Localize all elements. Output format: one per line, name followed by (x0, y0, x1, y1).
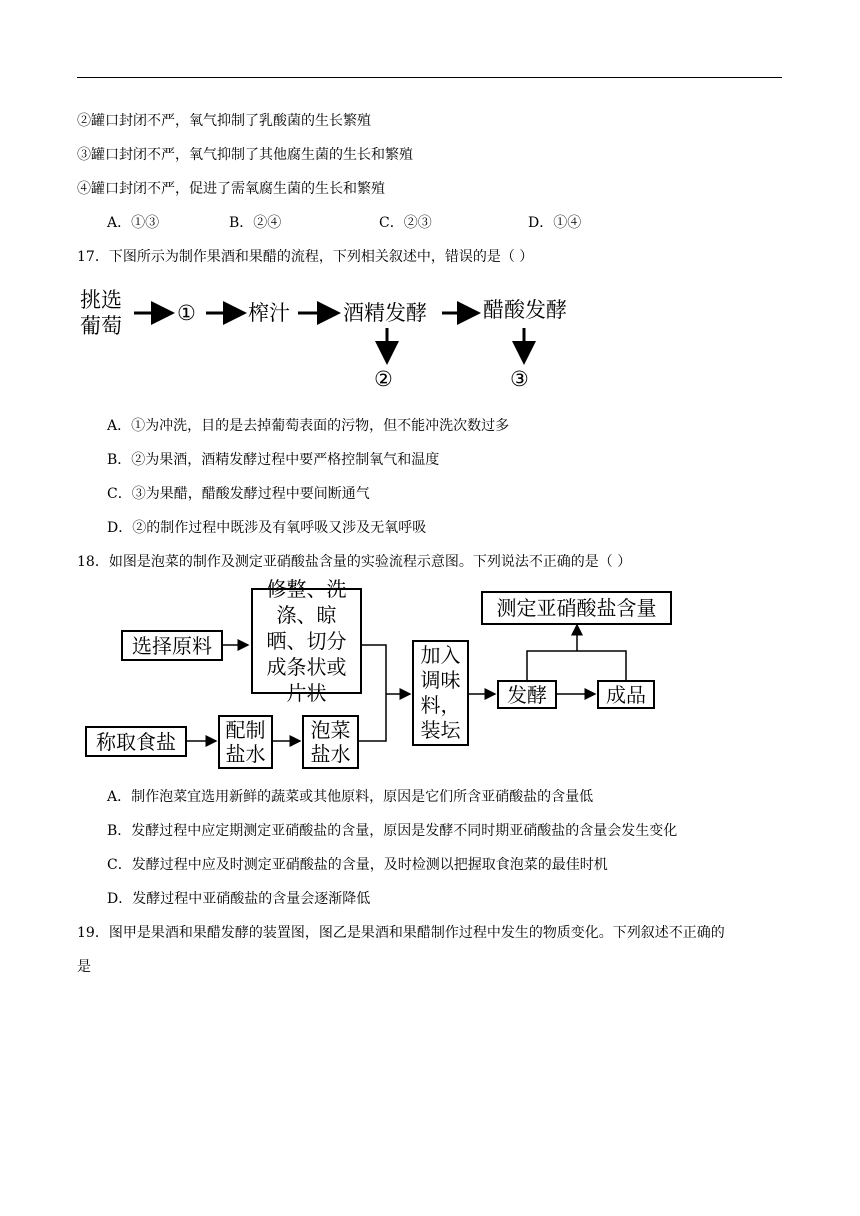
q17-option-b[interactable]: B．②为果酒，酒精发酵过程中要严格控制氧气和温度 (107, 452, 440, 468)
q17-option-c[interactable]: C．③为果醋，醋酸发酵过程中要间断通气 (107, 486, 370, 502)
box-measure-nitrite: 测定亚硝酸盐含量 (481, 591, 672, 625)
box-fermentation: 发酵 (497, 680, 557, 709)
q18-option-d[interactable]: D．发酵过程中亚硝酸盐的含量会逐渐降低 (107, 891, 371, 907)
box-prepare-brine: 配制盐水 (218, 715, 273, 769)
q16-option-a[interactable]: A．①③ (107, 215, 160, 231)
q18-stem: 18．如图是泡菜的制作及测定亚硝酸盐含量的实验流程示意图。下列说法不正确的是（ ） (77, 554, 632, 570)
flow-acetic-fermentation: 醋酸发酵 (483, 298, 567, 322)
q16-statement-2: ②罐口封闭不严，氧气抑制了乳酸菌的生长繁殖 (77, 113, 371, 129)
q17-option-a[interactable]: A．①为冲洗，目的是去掉葡萄表面的污物，但不能冲洗次数过多 (107, 418, 510, 434)
q16-option-d[interactable]: D．①④ (528, 215, 582, 231)
box-select-materials: 选择原料 (121, 630, 223, 661)
box-add-seasoning-jar: 加入调味料，装坛 (412, 640, 469, 746)
q18-option-c[interactable]: C．发酵过程中应及时测定亚硝酸盐的含量，及时检测以把握取食泡菜的最佳时机 (107, 857, 608, 873)
flow-pick-line1: 挑选 (80, 288, 122, 312)
q16-statement-3: ③罐口封闭不严，氧气抑制了其他腐生菌的生长和繁殖 (77, 147, 413, 163)
flow-step-2: ② (374, 367, 393, 391)
flow-alcohol-fermentation: 酒精发酵 (343, 301, 427, 325)
q16-statement-4: ④罐口封闭不严，促进了需氧腐生菌的生长和繁殖 (77, 181, 385, 197)
flow-step-3: ③ (510, 367, 529, 391)
flow-step-1: ① (177, 301, 196, 325)
q16-option-b[interactable]: B．②④ (229, 215, 282, 231)
flow-juice: 榨汁 (248, 301, 290, 325)
q19-stem-line1: 19．图甲是果酒和果醋发酵的装置图，图乙是果酒和果醋制作过程中发生的物质变化。下列叙述不正确的 (77, 925, 725, 941)
box-finished-product: 成品 (597, 680, 655, 709)
box-trim-wash-dry-cut: 修整、洗涤、晾晒、切分成条状或片状 (251, 588, 362, 694)
q17-stem: 17．下图所示为制作果酒和果醋的流程，下列相关叙述中，错误的是（ ） (77, 249, 534, 265)
q19-stem-line2: 是 (77, 959, 91, 975)
flow-pick-line2: 葡萄 (80, 314, 122, 338)
q18-option-b[interactable]: B．发酵过程中应定期测定亚硝酸盐的含量，原因是发酵不同时期亚硝酸盐的含量会发生变化 (107, 823, 678, 839)
q16-option-c[interactable]: C．②③ (379, 215, 432, 231)
q17-option-d[interactable]: D．②的制作过程中既涉及有氧呼吸又涉及无氧呼吸 (107, 520, 427, 536)
q18-option-a[interactable]: A．制作泡菜宜选用新鲜的蔬菜或其他原料，原因是它们所含亚硝酸盐的含量低 (107, 789, 594, 805)
box-pickle-brine: 泡菜盐水 (302, 715, 359, 769)
box-weigh-salt: 称取食盐 (85, 726, 187, 757)
